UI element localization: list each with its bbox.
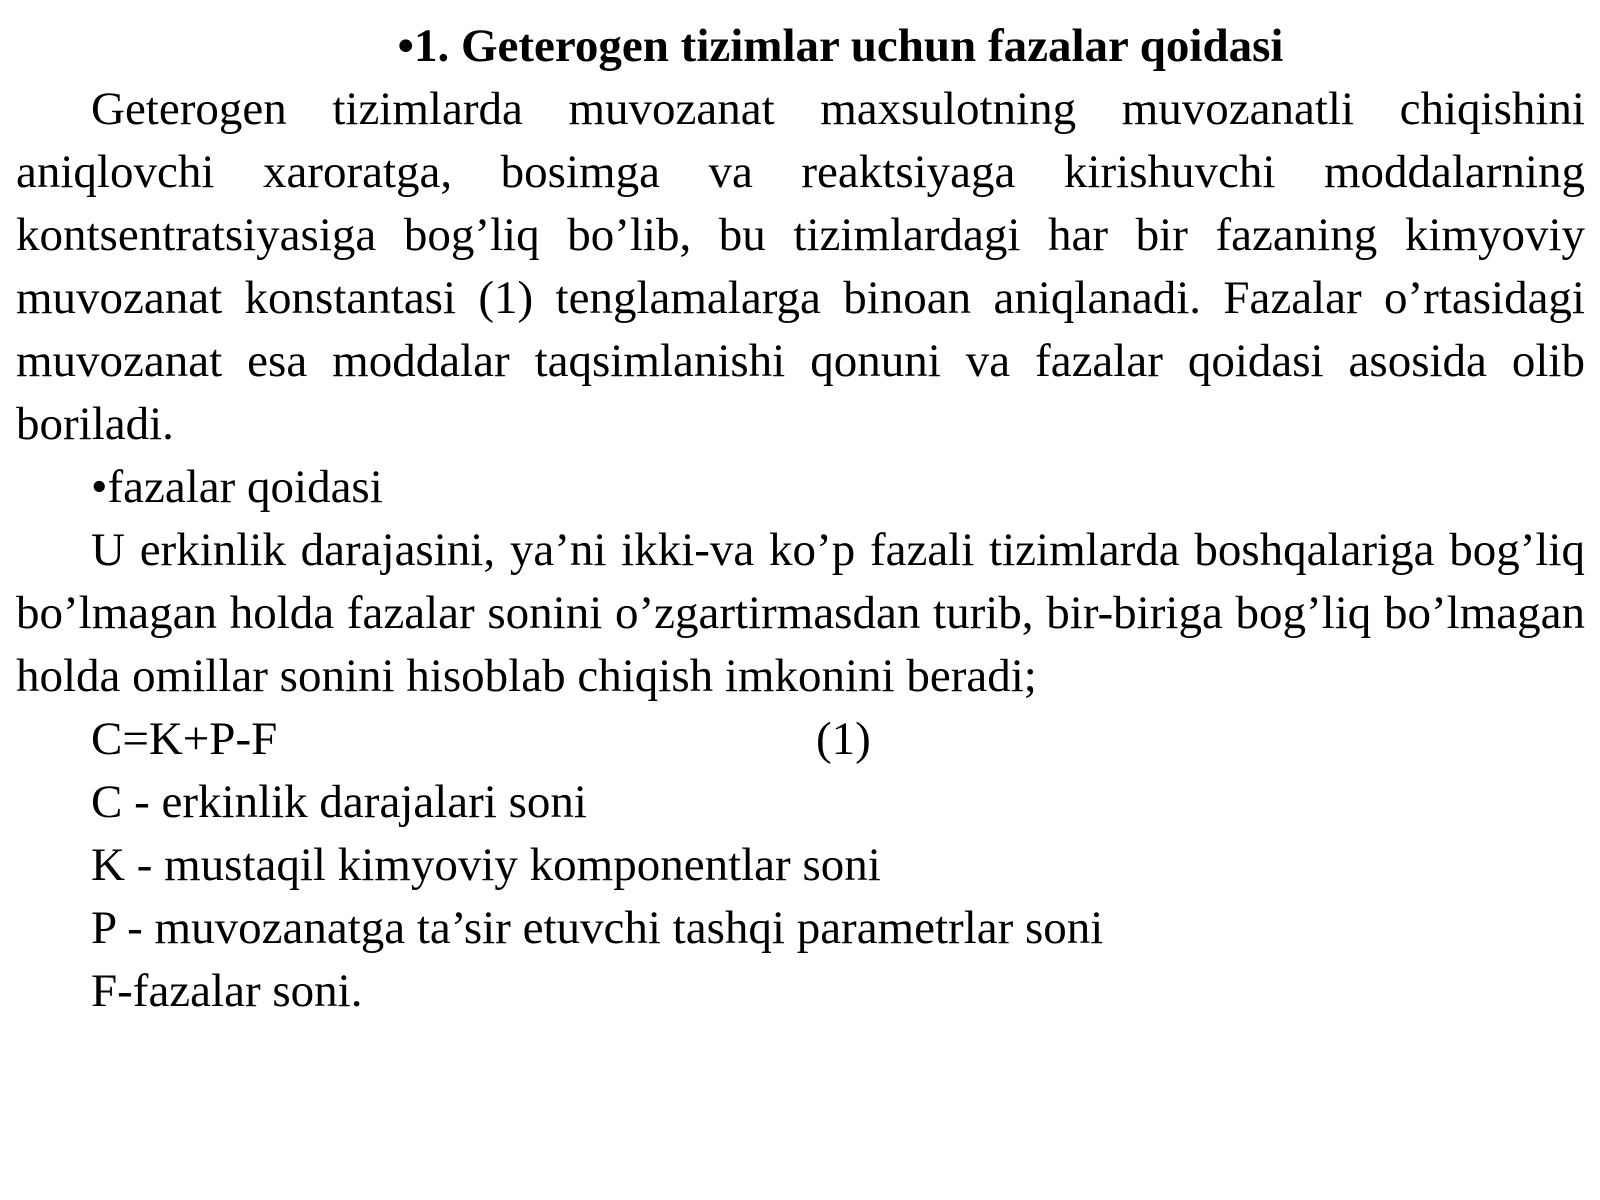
formula-number: (1) [816, 713, 871, 765]
paragraph-intro: Geterogen tizimlarda muvozanat maxsulotning muvozanatli chiqishini aniqlovchi xaroratga, bosimga va reaktsiyaga kirishuvchi moddalarning kontsentratsiyasiga bog’liq bo’lib, bu tizimlardagi har bir fazaning kimyoviy muvozanat konstantasi (1) tenglamalarga binoan aniqlanadi. Fazalar o’rtasidagi muvozanat esa moddalar taqsimlanishi qonuni va fazalar qoidasi asosida olib boriladi. [16, 83, 1585, 450]
definition-c: C - erkinlik darajalari soni [91, 776, 587, 828]
slide-content [16, 14, 1585, 1023]
definition-p: P - muvozanatga ta’sir etuvchi tashqi parametrlar soni [91, 902, 1104, 954]
definition-k: K - mustaqil kimyoviy komponentlar soni [91, 839, 881, 891]
formula-expression: C=K+P-F [91, 713, 278, 765]
formula-row [16, 708, 1585, 771]
paragraph-degrees-of-freedom: U erkinlik darajasini, ya’ni ikki-va ko’p fazali tizimlarda boshqalariga bog’liq bo’lmagan holda fazalar sonini o’zgartirmasdan turib, bir-biriga bog’liq bo’lmagan holda omillar sonini hisoblab chiqish imkonini beradi; [16, 524, 1585, 702]
bullet-phase-rule: •fazalar qoidasi [91, 461, 383, 513]
slide-title: •1. Geterogen tizimlar uchun fazalar qoidasi [397, 20, 1284, 72]
definition-f: F-fazalar soni. [91, 965, 363, 1017]
